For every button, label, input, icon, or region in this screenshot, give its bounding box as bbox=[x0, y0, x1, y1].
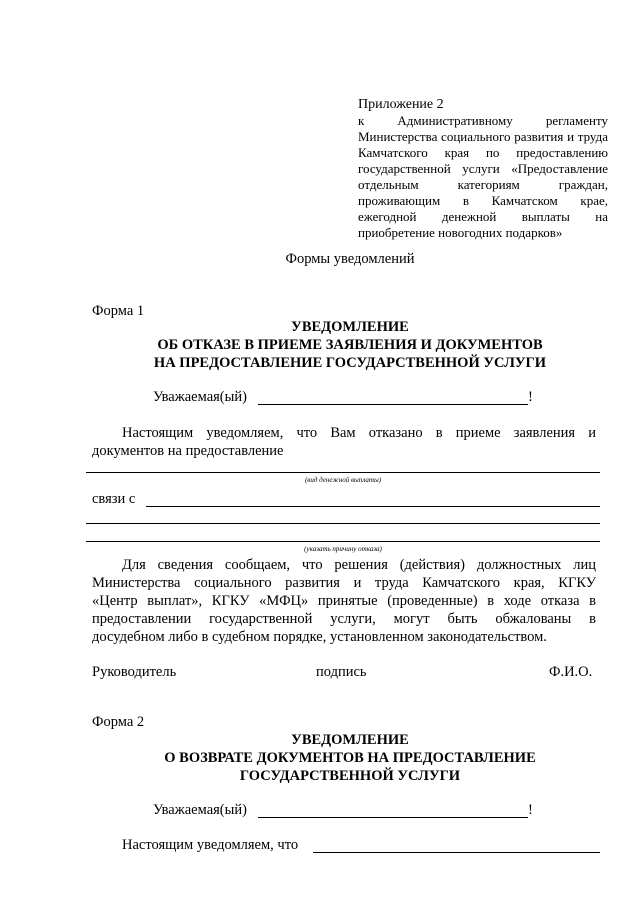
appendix-line: Камчатского края по предоставлению bbox=[358, 145, 608, 160]
form1-exclamation: ! bbox=[528, 389, 533, 405]
form2-label: Форма 2 bbox=[92, 714, 145, 730]
form1-reason-field-2[interactable] bbox=[86, 523, 600, 524]
form1-heading-line: ОБ ОТКАЗЕ В ПРИЕМЕ ЗАЯВЛЕНИЯ И ДОКУМЕНТОВ bbox=[157, 337, 543, 353]
appendix-line: Министерства социального развития и труда bbox=[358, 129, 608, 144]
form1-salutation: Уважаемая(ый) bbox=[153, 389, 247, 405]
form1-sign-head: Руководитель bbox=[92, 664, 177, 680]
form1-heading-line: УВЕДОМЛЕНИЕ bbox=[291, 319, 409, 335]
form1-info-line: досудебном либо в судебном порядке, установленном законодательством. bbox=[92, 629, 547, 645]
form2-notice-field[interactable] bbox=[313, 852, 600, 853]
appendix-line: к Административному регламенту bbox=[358, 113, 608, 128]
form1-notice-line2: документов на предоставление bbox=[92, 443, 284, 459]
form1-info-line: предоставлении государственной услуги, могут быть обжалованы в bbox=[92, 611, 596, 627]
appendix-line: приобретение новогодних подарков» bbox=[358, 225, 563, 240]
appendix-line: проживающим в Камчатском крае, bbox=[358, 193, 608, 208]
form1-salutation-field[interactable] bbox=[258, 404, 528, 405]
form1-payment-field[interactable] bbox=[86, 472, 600, 473]
appendix-line: ежегодной денежной выплаты на bbox=[358, 209, 608, 224]
form1-hint-payment: (вид денежной выплаты) bbox=[304, 476, 382, 484]
form1-heading-line: НА ПРЕДОСТАВЛЕНИЕ ГОСУДАРСТВЕННОЙ УСЛУГИ bbox=[153, 355, 547, 371]
form1-info-block bbox=[92, 556, 596, 646]
form1-in-connection: связи с bbox=[92, 491, 136, 507]
form1-sign-signature: подпись bbox=[316, 664, 367, 680]
form2-notice: Настоящим уведомляем, что bbox=[122, 837, 299, 853]
appendix-line: отдельным категориям граждан, bbox=[358, 177, 608, 192]
form1-reason-field-3[interactable] bbox=[86, 541, 600, 542]
appendix-block bbox=[358, 96, 608, 241]
form2-heading-line: О ВОЗВРАТЕ ДОКУМЕНТОВ НА ПРЕДОСТАВЛЕНИЕ bbox=[164, 750, 536, 766]
form1-notice-line1: Настоящим уведомляем, что Вам отказано в приеме заявления и bbox=[122, 425, 596, 441]
form1-info-line: Министерства социального развития и труда Камчатского края, КГКУ bbox=[92, 575, 596, 591]
form2-heading-line: ГОСУДАРСТВЕННОЙ УСЛУГИ bbox=[239, 768, 461, 784]
form2-salutation: Уважаемая(ый) bbox=[153, 802, 247, 818]
appendix-line: государственной услуги «Предоставление bbox=[358, 161, 608, 176]
form1-info-line: «Центр выплат», КГКУ «МФЦ» принятые (проведенные) в ходе отказа в bbox=[92, 593, 596, 609]
form2-heading-line: УВЕДОМЛЕНИЕ bbox=[291, 732, 409, 748]
form1-hint-reason: (указать причину отказа) bbox=[304, 545, 382, 553]
form2-salutation-field[interactable] bbox=[258, 817, 528, 818]
form2-heading bbox=[92, 731, 608, 785]
form1-info-line: Для сведения сообщаем, что решения (действия) должностных лиц bbox=[122, 557, 596, 573]
form2-exclamation: ! bbox=[528, 802, 533, 818]
form1-reason-field[interactable] bbox=[146, 506, 600, 507]
appendix-title: Приложение 2 bbox=[358, 97, 444, 112]
form1-sign-fio: Ф.И.О. bbox=[549, 664, 593, 680]
form1-heading bbox=[92, 318, 608, 372]
form1-label: Форма 1 bbox=[92, 303, 145, 319]
forms-title: Формы уведомлений bbox=[285, 251, 415, 267]
